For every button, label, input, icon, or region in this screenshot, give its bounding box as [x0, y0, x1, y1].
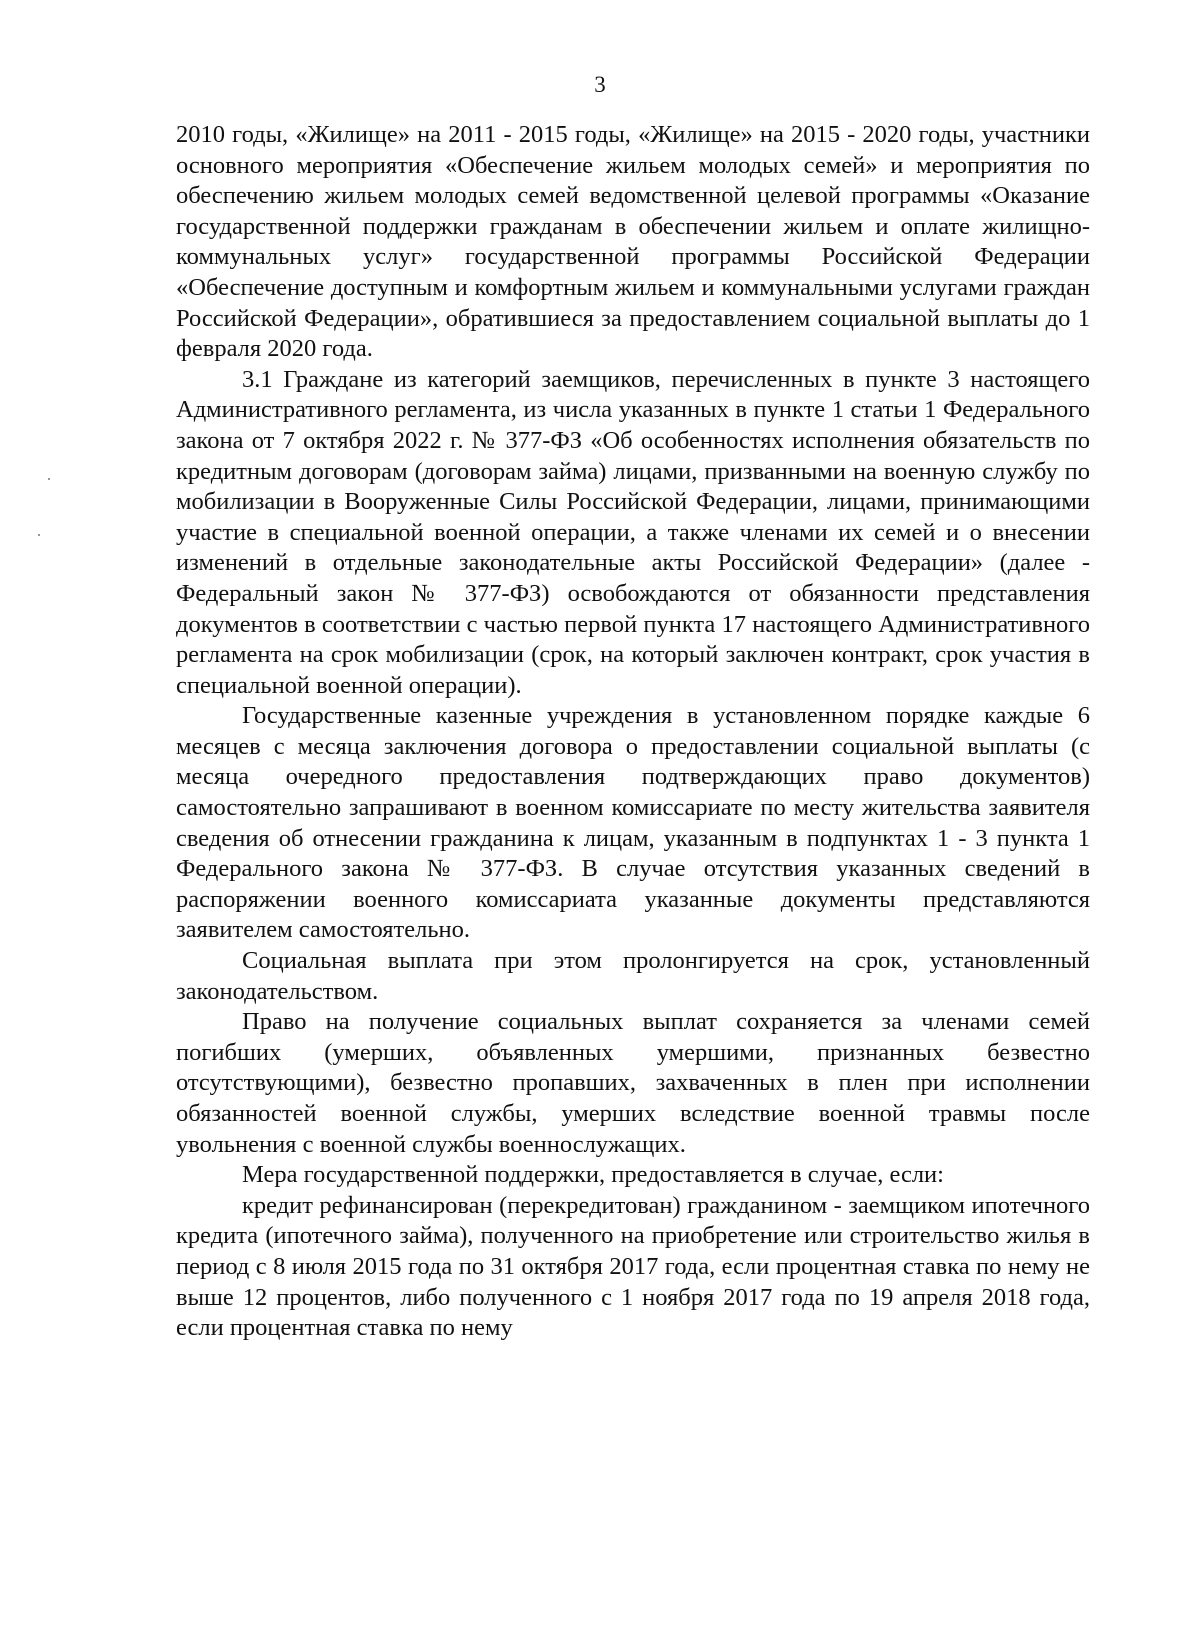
- scan-speck: [38, 534, 40, 536]
- paragraph-3-1-borrowers: 3.1 Граждане из категорий заемщиков, перечисленных в пункте 3 настоящего Административного регламента, из числа указанных в пункте 1 статьи 1 Федерального закона от 7 октября 2022 г. № 377-ФЗ «Об особенностях исполнения обязательств по кредитным договорам (договорам займа) лицами, призванными на военную службу по мобилизации в Вооруженные Силы Российской Федерации, лицами, принимающими участие в специальной военной операции, а также членами их семей и о внесении изменений в отдельные законодательные акты Российской Федерации» (далее - Федеральный закон № 377-ФЗ) освобождаются от обязанности представления документов в соответствии с частью первой пункта 17 настоящего Административного регламента на срок мобилизации (срок, на который заключен контракт, срок участия в специальной военной операции).: [176, 365, 1090, 699]
- body-text: [176, 120, 1090, 1344]
- scan-speck: [48, 478, 50, 480]
- page-number: 3: [594, 72, 606, 97]
- paragraph-family-members-right: Право на получение социальных выплат сохраняется за членами семей погибших (умерших, объявленных умершими, признанных безвестно отсутствующими), безвестно пропавших, захваченных в плен при исполнении обязанностей военной службы, умерших вследствие военной травмы после увольнения с военной службы военнослужащих.: [176, 1008, 1090, 1158]
- paragraph-state-institutions: Государственные казенные учреждения в установленном порядке каждые 6 месяцев с месяца заключения договора о предоставлении социальной выплаты (с месяца очередного предоставления подтверждающих право документов) самостоятельно запрашивают в военном комиссариате по месту жительства заявителя сведения об отнесении гражданина к лицам, указанным в подпунктах 1 - 3 пункта 1 Федерального закона № 377-ФЗ. В случае отсутствия указанных сведений в распоряжении военного комиссариата указанные документы представляются заявителем самостоятельно.: [176, 702, 1090, 944]
- paragraph-payment-prolongation: Социальная выплата при этом пролонгируется на срок, установленный законодательством.: [176, 947, 1090, 1005]
- paragraph-continuation: 2010 годы, «Жилище» на 2011 - 2015 годы, «Жилище» на 2015 - 2020 годы, участники основного мероприятия «Обеспечение жильем молодых семей» и мероприятия по обеспечению жильем молодых семей ведомственной целевой программы «Оказание государственной поддержки гражданам в обеспечении жильем и оплате жилищно-коммунальных услуг» государственной программы Российской Федерации «Обеспечение доступным и комфортным жильем и коммунальными услугами граждан Российской Федерации», обратившиеся за предоставлением социальной выплаты до 1 февраля 2020 года.: [176, 121, 1090, 363]
- paragraph-support-conditions: Мера государственной поддержки, предоставляется в случае, если:: [242, 1161, 944, 1189]
- paragraph-refinanced-credit: кредит рефинансирован (перекредитован) гражданином - заемщиком ипотечного кредита (ипотечного займа), полученного на приобретение или строительство жилья в период с 8 июля 2015 года по 31 октября 2017 года, если процентная ставка по нему не выше 12 процентов, либо полученного с 1 ноября 2017 года по 19 апреля 2018 года, если процентная ставка по нему: [176, 1191, 1090, 1342]
